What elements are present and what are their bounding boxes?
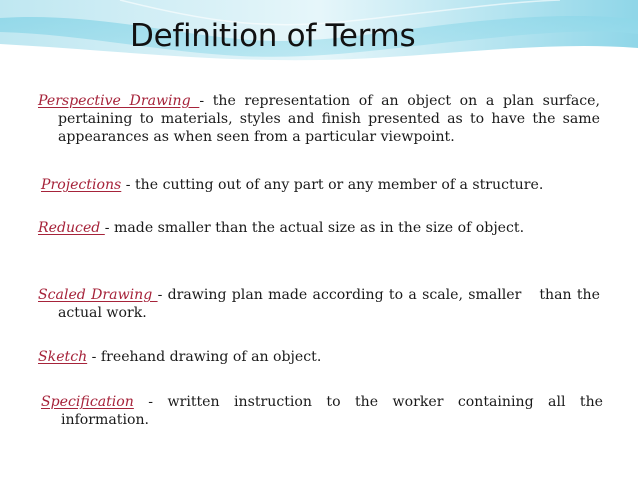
definition-specification <box>41 393 603 429</box>
term-separator: - <box>121 177 131 193</box>
definition-projections <box>41 176 603 194</box>
definition-text: the representation of an object on a plan surface, pertaining to materials, styles and finish presented as to have the same appearances as when seen from a particular viewpoint. <box>58 93 600 145</box>
definition-text: freehand drawing of an object. <box>96 349 322 365</box>
definition-perspective-drawing <box>38 92 600 146</box>
term-label: Projections <box>41 177 122 193</box>
term-separator: - <box>199 93 205 109</box>
term-separator: - <box>133 394 154 410</box>
term-separator: - <box>104 220 110 236</box>
definition-reduced <box>38 219 600 237</box>
definition-text: drawing plan made according to a scale, smaller <box>162 287 522 303</box>
definition-sketch <box>38 348 600 366</box>
term-label: Specification <box>41 394 134 410</box>
term-separator: - <box>87 349 97 365</box>
definition-text: made smaller than the actual size as in the size of object. <box>109 220 525 236</box>
slide-title: Definition of Terms <box>130 18 416 54</box>
term-label: Perspective Drawing <box>38 93 200 109</box>
definition-text-continued: than the actual work. <box>58 287 600 321</box>
term-label: Reduced <box>38 220 105 236</box>
definition-text: written instruction to the worker containing all the information. <box>61 394 603 428</box>
definition-text: the cutting out of any part or any member of a structure. <box>130 177 544 193</box>
definition-scaled-drawing <box>38 286 600 322</box>
term-label: Scaled Drawing <box>38 287 158 303</box>
term-label: Sketch <box>38 349 88 365</box>
term-separator: - <box>157 287 163 303</box>
